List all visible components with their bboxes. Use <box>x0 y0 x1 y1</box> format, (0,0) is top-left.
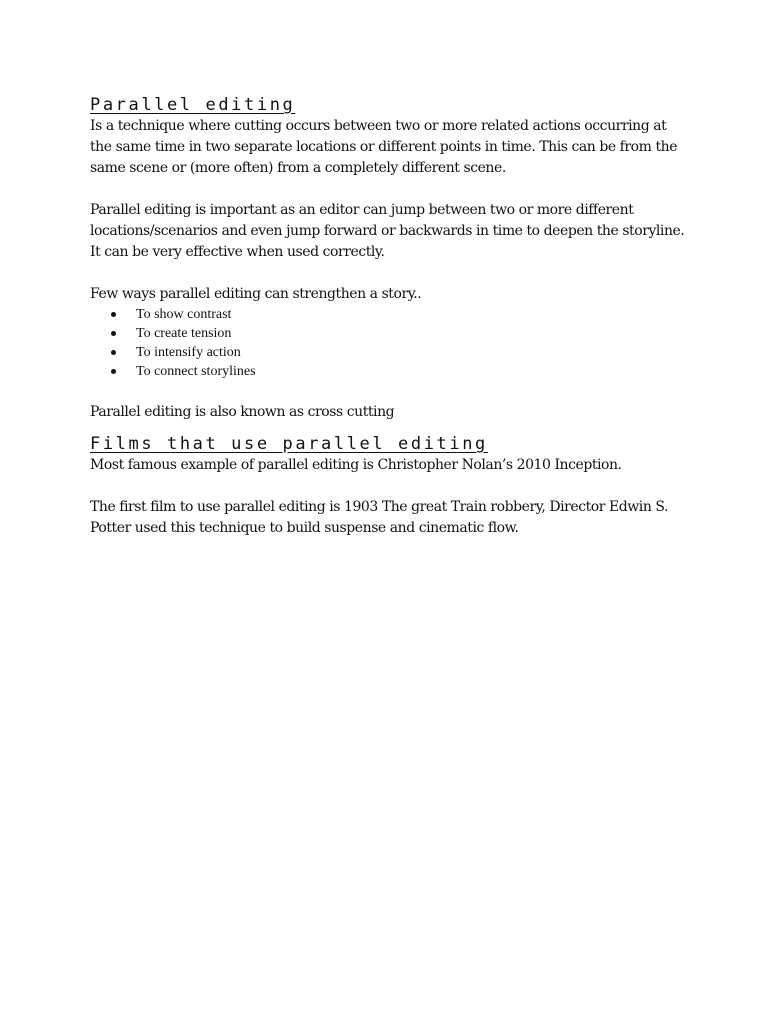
list-item <box>110 343 690 362</box>
first-film-paragraph: The first film to use parallel editing is 1903 The great Train robbery, Director Edwin S. Potter used this technique to build suspense and cinematic flow. <box>90 499 669 536</box>
section-heading-parallel-editing: Parallel editing <box>90 95 296 115</box>
list-item-text: To intensify action <box>136 345 241 360</box>
bullet-icon <box>111 331 116 336</box>
definition-paragraph: Is a technique where cutting occurs between two or more related actions occurring at the same time in two separate locations or different points in time. This can be from the same scene or (more often) from a completely different scene. <box>90 118 678 176</box>
ways-list <box>90 305 690 381</box>
inception-paragraph: Most famous example of parallel editing is Christopher Nolan’s 2010 Inception. <box>90 457 622 473</box>
section-heading-films: Films that use parallel editing <box>90 434 488 454</box>
list-item-text: To show contrast <box>136 307 232 322</box>
importance-paragraph: Parallel editing is important as an editor can jump between two or more different locations/scenarios and even jump forward or backwards in time to deepen the storyline. It can be very effective when used correctly. <box>90 202 685 260</box>
bullet-icon <box>111 350 116 355</box>
document-page <box>90 92 690 539</box>
bullet-icon <box>111 369 116 374</box>
bullet-icon <box>111 312 116 317</box>
list-intro: Few ways parallel editing can strengthen a story.. <box>90 286 422 302</box>
list-item <box>110 324 690 343</box>
cross-cutting-paragraph: Parallel editing is also known as cross cutting <box>90 404 395 420</box>
list-item <box>110 362 690 381</box>
list-item <box>110 305 690 324</box>
list-item-text: To create tension <box>136 326 232 341</box>
list-item-text: To connect storylines <box>136 364 256 379</box>
